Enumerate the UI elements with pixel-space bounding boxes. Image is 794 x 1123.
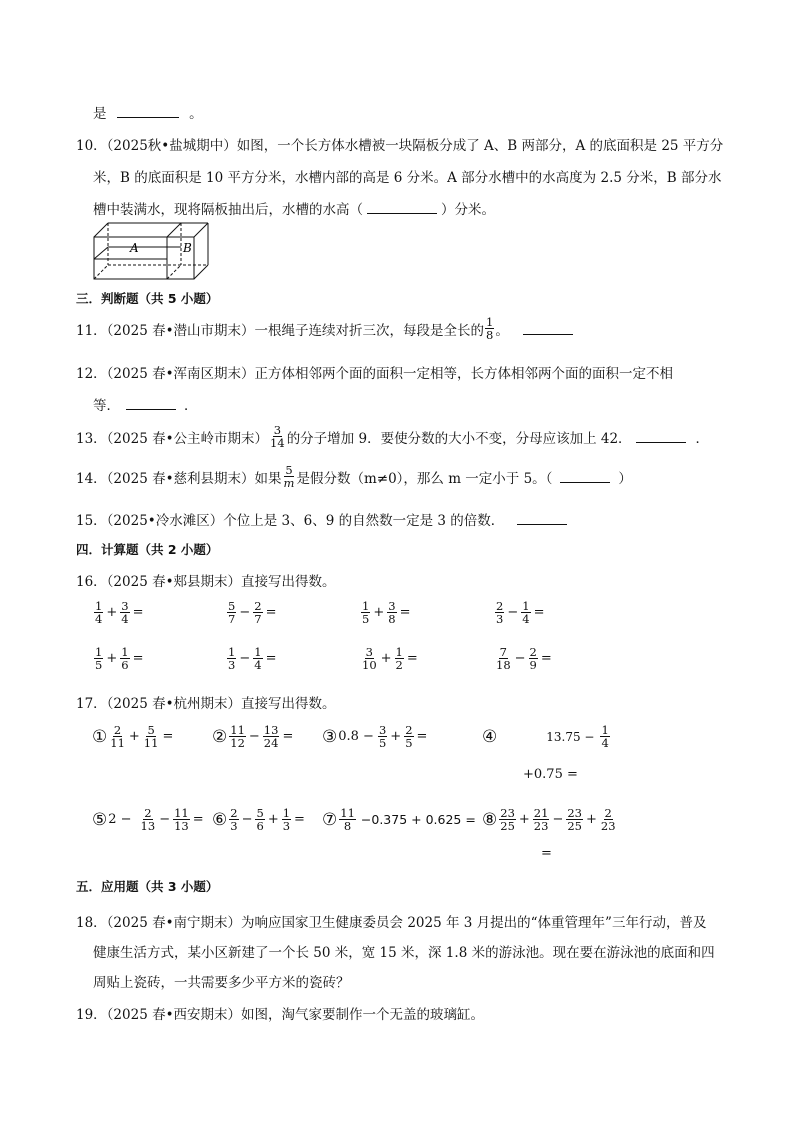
q13: 13．（2025 春•公主岭市期末） $\frac{3}{14}$ 的分子增加 9．要使分数的大小不变，分母应该加上 42． ． (76, 423, 710, 450)
answer-blank[interactable] (560, 470, 610, 483)
q16-expr: $\frac{2}{3}$ − $\frac{1}{4}$ = (496, 599, 545, 626)
q18-line2: 健康生活方式，某小区新建了一个长 50 米，宽 15 米，深 1.8 米的游泳池。现在要在游泳池的底面和四 (93, 945, 715, 961)
q11: 11．（2025 春•潜山市期末）一根绳子连续对折三次，每段是全长的 $\frac{1}{8}$ 。 (76, 316, 573, 341)
q17-expr-3: ③ 0.8 − $\frac{3}{5}$ + $\frac{2}{5}$ = (322, 723, 428, 750)
fraction: $\frac{1}{8}$ (486, 315, 494, 342)
q17-title: 17．（2025 春•杭州期末）直接写出得数。 (76, 696, 336, 712)
answer-blank[interactable] (523, 322, 573, 335)
q12-line1: 12．（2025 春•浑南区期末）正方体相邻两个面的面积一定相等，长方体相邻两个面的面积一定不相 (76, 366, 674, 382)
q17-expr-8: ⑧ $\frac{23}{25}$ + $\frac{21}{23}$ − $\frac{23}{25}$ + $\frac{2}{23}$ (482, 806, 616, 833)
q17-expr-5: ⑤ 2 − $\frac{2}{13}$ − $\frac{11}{13}$ = (92, 806, 204, 833)
q12-line2: 等． ． (93, 398, 198, 414)
q16-title: 16．（2025 春•郏县期末）直接写出得数。 (76, 574, 336, 590)
q17-expr-8-tail: = (541, 846, 552, 861)
q16-expr: $\frac{1}{4}$ + $\frac{3}{4}$ = (95, 599, 144, 626)
answer-blank[interactable] (636, 430, 686, 443)
q10-line1: 10．（2025秋•盐城期中）如图，一个长方体水槽被一块隔板分成了 A、B 两部分，A 的底面积是 25 平方分 (76, 138, 724, 154)
q10-line2: 米，B 的底面积是 10 平方分米，水槽内部的高是 6 分米。A 部分水槽中的水高度为 2.5 分米，B 部分水 (93, 170, 722, 186)
q17-expr-4: ④ 13.75 − $\frac{1}{4}$ (482, 723, 609, 750)
q18-line1: 18．（2025 春•南宁期末）为响应国家卫生健康委员会 2025 年 3 月提出的“体重管理年”三年行动，普及 (76, 915, 707, 931)
fraction: $\frac{5}{m}$ (283, 463, 295, 490)
q16-expr: $\frac{7}{18}$ − $\frac{2}{9}$ = (496, 645, 552, 672)
q14: 14．（2025 春•慈利县期末）如果 $\frac{5}{m}$ 是假分数（m≠0），那么 m 一定小于 5。（ ） (76, 463, 632, 490)
section-3-title: 三．判断题（共 5 小题） (76, 291, 219, 306)
q16-expr: $\frac{1}{5}$ + $\frac{3}{8}$ = (362, 599, 411, 626)
label-a: A (130, 241, 139, 255)
q10-line3: 槽中装满水，现将隔板抽出后，水槽的水高（ ）分米。 (93, 202, 495, 218)
q17-expr-1: ① $\frac{2}{11}$ + $\frac{5}{11}$ = (92, 723, 174, 750)
label-b: B (183, 241, 192, 255)
q16-expr: $\frac{1}{5}$ + $\frac{1}{6}$ = (95, 645, 144, 672)
q17-expr-2: ② $\frac{11}{12}$ − $\frac{13}{24}$ = (212, 723, 294, 750)
fraction: $\frac{3}{14}$ (270, 423, 285, 450)
q17-expr-6: ⑥ $\frac{2}{3}$ − $\frac{5}{6}$ + $\frac{1}{3}$ = (212, 806, 305, 833)
q19: 19．（2025 春•西安期末）如图，淘气家要制作一个无盖的玻璃缸。 (76, 1007, 485, 1023)
q17-expr-4-tail: +0.75 = (523, 767, 578, 782)
q16-expr: $\frac{1}{3}$ − $\frac{1}{4}$ = (228, 645, 277, 672)
q17-expr-7: ⑦ $\frac{11}{8}$ −0.375 + 0.625 = (322, 806, 476, 833)
section-5-title: 五．应用题（共 3 小题） (76, 879, 219, 894)
q16-expr: $\frac{5}{7}$ − $\frac{2}{7}$ = (228, 599, 277, 626)
answer-blank[interactable] (367, 201, 437, 214)
q15: 15．（2025•冷水滩区）个位上是 3、6、9 的自然数一定是 3 的倍数． (76, 509, 567, 529)
section-4-title: 四．计算题（共 2 小题） (76, 542, 219, 557)
answer-blank[interactable] (117, 105, 179, 118)
answer-blank[interactable] (126, 397, 176, 410)
q18-line3: 周贴上瓷砖，一共需要多少平方米的瓷砖？ (93, 975, 350, 991)
answer-blank[interactable] (517, 512, 567, 525)
q16-expr: $\frac{3}{10}$ + $\frac{1}{2}$ = (362, 645, 418, 672)
q9-tail: 是 。 (93, 106, 203, 122)
tank-figure (90, 219, 215, 283)
